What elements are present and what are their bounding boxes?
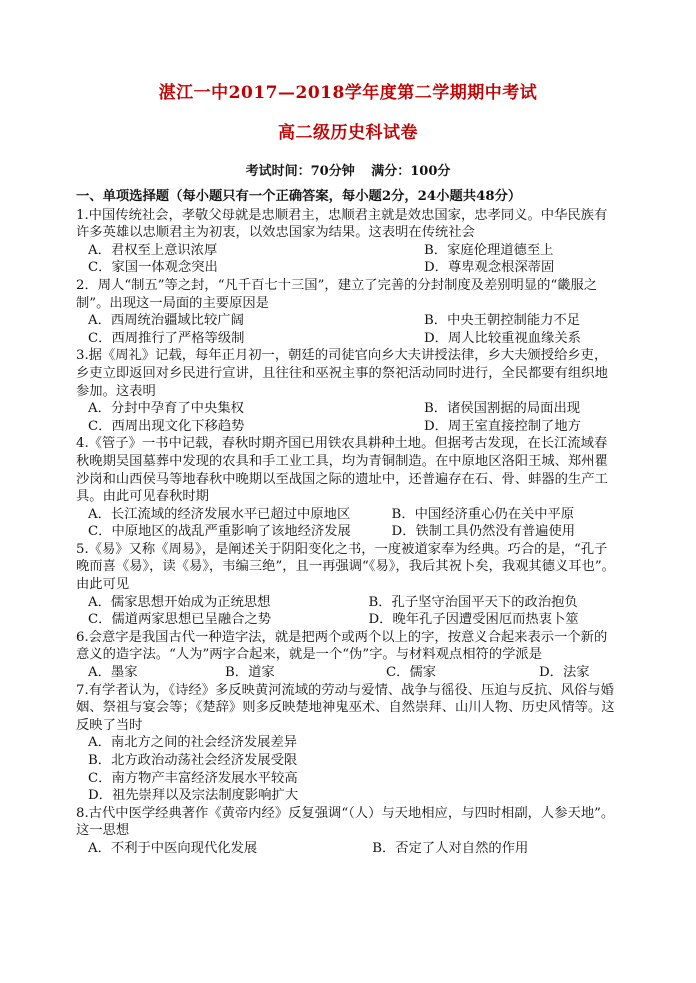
option-a: A．不利于中医向现代化发展 [88,840,258,856]
option-a: A．长江流域的经济发展水平已超过中原地区 [88,506,351,522]
option-a: A．墨家 [88,665,138,681]
question-list [76,188,616,858]
question-stem: 3.据《周礼》记载，每年正月初一，朝廷的司徒官向乡大夫讲授法律，乡大夫颁授给乡吏，乡吏立即返回对乡民进行宣讲，且往往和巫祝主事的祭祀活动同时进行，全民都要有组织地参加。这表明 [76,348,608,399]
question-4 [76,435,616,541]
option-a: A．分封中孕育了中央集权 [88,401,244,417]
question-3 [76,347,616,435]
option-d: D．周王室直接控制了地方 [424,418,581,434]
option-a: A．君权至上意识浓厚 [88,242,218,258]
question-6 [76,629,616,682]
exam-info [0,160,696,179]
question-8 [76,805,616,858]
option-d: D．法家 [539,665,590,681]
option-c: C．西周出现文化下移趋势 [88,418,245,434]
option-d: D．尊卑观念根深蒂固 [424,260,555,276]
exam-time: 考试时间：70分钟 [245,164,355,179]
question-stem: 1.中国传统社会，孝敬父母就是忠顺君主，忠顺君主就是效忠国家，忠孝同义。中华民族有许多英雄以忠顺君主为初衷，以效忠国家为结果。这表明在传统社会 [76,207,608,241]
option-c: C．家国一体观念突出 [88,260,218,276]
exam-subtitle: 高二级历史科试卷 [278,123,418,143]
option-b: B．否定了人对自然的作用 [372,840,529,856]
question-stem: 2．周人“制五”等之封，“凡千百七十三国”，建立了完善的分封制度及差别明显的“畿服之制”。出现这一局面的主要原因是 [76,277,598,311]
question-stem: 6.会意字是我国古代一种造字法，就是把两个或两个以上的字，按意义合起来表示一个新的意义的造字法。“人为”两字合起来，就是一个“伪”字。与材料观点相符的学派是 [76,629,608,663]
option-b: B．中国经济重心仍在关中平原 [391,506,575,522]
option-d: D．祖先崇拜以及宗法制度影响扩大 [88,788,299,804]
question-1 [76,207,616,277]
question-stem: 8.古代中医学经典著作《黄帝内经》反复强调“（人）与天地相应，与四时相副，人参天地”。这一思想 [76,805,615,839]
question-stem: 4.《管子》一书中记载，春秋时期齐国已用铁农具耕种土地。但据考古发现，在长江流域春秋晚期吴国墓葬中发现的农具和手工业工具，均为青铜制造。在中原地区洛阳王城、郑州瞿沙岗和山西侯马等地春秋中晚期以至战国之际的遗址中，还普遍存在石、骨、蚌器的生产工具。由此可见春秋时期 [76,436,608,505]
question-7 [76,682,616,805]
option-c: C．儒道两家思想已呈融合之势 [88,612,272,628]
option-b: B．中央王朝控制能力不足 [424,313,581,329]
option-b: B．家庭伦理道德至上 [424,242,554,258]
question-2 [76,277,616,347]
option-d: D．晚年孔子因遭受困厄而热衷卜筮 [368,612,579,628]
exam-title: 湛江一中2017—2018学年度第二学期期中考试 [158,83,538,103]
option-d: D．铁制工具仍然没有普遍使用 [391,524,576,540]
option-b: B．道家 [225,665,275,681]
option-c: C．南方物产丰富经济发展水平较高 [88,770,298,786]
option-a: A．南北方之间的社会经济发展差异 [88,735,298,751]
option-a: A．西周统治疆域比较广阔 [88,313,244,329]
option-b: B．孔子坚守治国平天下的政治抱负 [368,594,578,610]
option-b: B．诸侯国割据的局面出现 [424,401,581,417]
option-b: B．北方政治动荡社会经济发展受限 [88,753,298,768]
question-stem: 7.有学者认为，《诗经》多反映黄河流域的劳动与爱情、战争与徭役、压迫与反抗、风俗与婚姻、祭祖与宴会等；《楚辞》则多反映楚地神鬼巫术、自然崇拜、山川人物、历史风情等。这反映了当时 [76,682,615,733]
question-5 [76,541,616,629]
option-d: D．周人比较重视血缘关系 [424,330,581,346]
option-c: C．儒家 [386,665,437,681]
option-a: A．儒家思想开始成为正统思想 [88,594,271,610]
option-c: C．中原地区的战乱严重影响了该地经济发展 [88,524,351,540]
section-heading: 一、单项选择题（每小题只有一个正确答案，每小题2分，24小题共48分） [76,189,522,204]
question-stem: 5.《易》又称《周易》，是阐述关于阴阳变化之书，一度被道家奉为经典。巧合的是，“孔子晚而喜《易》，读《易》，韦编三绝”，且一再强调“《易》，我后其祝卜矣，我观其德义耳也”。由此可见 [76,541,615,593]
option-c: C．西周推行了严格等级制 [88,330,245,346]
full-score: 满分：100分 [371,164,451,179]
